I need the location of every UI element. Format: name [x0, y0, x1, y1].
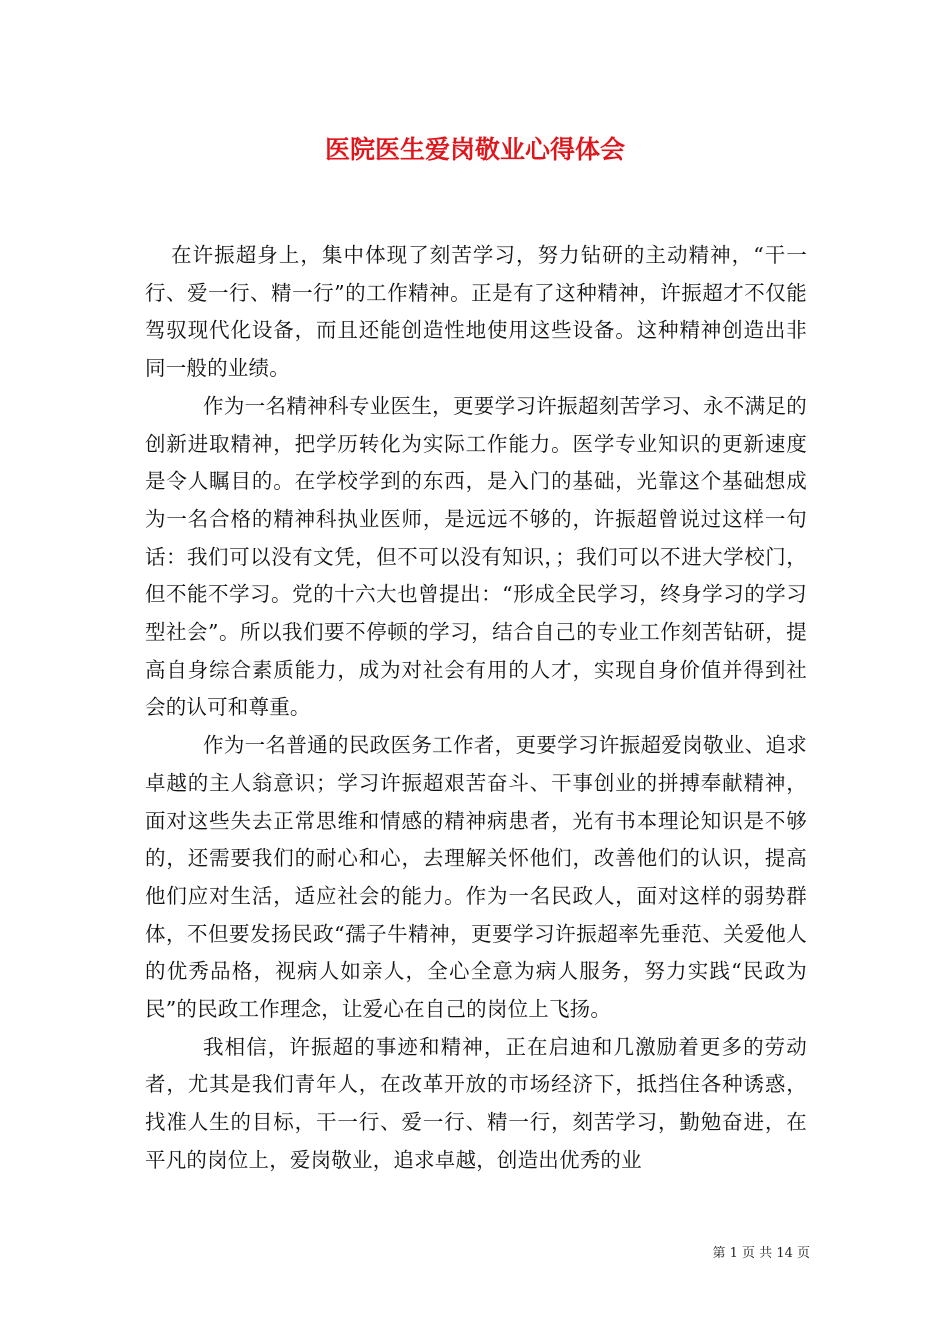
- paragraph: 作为一名普通的民政医务工作者，更要学习许振超爱岗敬业、追求卓越的主人翁意识；学习许振超艰苦奋斗、干事创业的拼搏奉献精神，面对这些失去正常思维和情感的精神病患者，光有书本理论知识是不够的，还需要我们的耐心和心，去理解关怀他们，改善他们的认识，提高他们应对生活，适应社会的能力。作为一名民政人，面对这样的弱势群体，不但要发扬民政“孺子牛精神，更要学习许振超率先垂范、关爱他人的优秀品格，视病人如亲人，全心全意为病人服务，努力实践“民政为民”的民政工作理念，让爱心在自己的岗位上飞扬。: [145, 733, 807, 1022]
- paragraph: 作为一名精神科专业医生，更要学习许振超刻苦学习、永不满足的创新进取精神，把学历转化为实际工作能力。医学专业知识的更新速度是令人瞩目的。在学校学到的东西，是入门的基础，光靠这个基础想成为一名合格的精神科执业医师，是远远不够的，许振超曾说过这样一句话：我们可以没有文凭，但不可以没有知识，；我们可以不进大学校门，但不能不学习。党的十六大也曾提出：“形成全民学习，终身学习的学习型社会”。所以我们要不停顿的学习，结合自己的专业工作刻苦钻研，提高自身综合素质能力，成为对社会有用的人才，实现自身价值并得到社会的认可和尊重。: [145, 393, 807, 720]
- document-title: 医院医生爱岗敬业心得体会: [324, 135, 625, 164]
- page-number-footer: 第 1 页 共 14 页: [712, 1246, 810, 1261]
- document-body: [145, 237, 807, 1180]
- paragraph: 在许振超身上，集中体现了刻苦学习，努力钻研的主动精神，“干一行、爱一行、精一行”的工作精神。正是有了这种精神，许振超才不仅能驾驭现代化设备，而且还能创造性地使用这些设备。这种精神创造出非同一般的业绩。: [145, 243, 807, 381]
- paragraph: 我相信，许振超的事迹和精神，正在启迪和几激励着更多的劳动者，尤其是我们青年人，在改革开放的市场经济下，抵挡住各种诱惑，找准人生的目标，干一行、爱一行、精一行，刻苦学习，勤勉奋进，在平凡的岗位上，爱岗敬业，追求卓越，创造出优秀的业: [145, 1034, 807, 1172]
